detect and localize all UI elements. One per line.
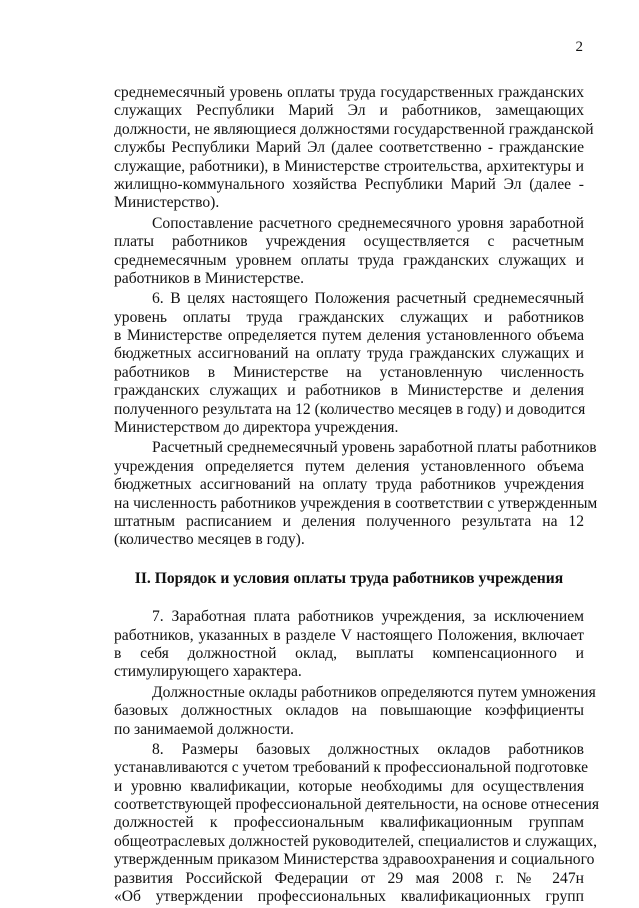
text-line: Министерством до директора учреждения. xyxy=(114,419,399,437)
text-line: уровень оплаты труда гражданских служащих и работников xyxy=(114,308,584,326)
text-line: гражданских служащих и работников в Министерстве и деления xyxy=(114,382,584,400)
text-line: развития Российской Федерации от 29 мая 2008 г. № 247н xyxy=(114,869,584,887)
text-line: бюджетных ассигнований на оплату труда работников учреждения xyxy=(114,476,584,494)
text-line: полученного результата на 12 (количество месяцев в году) и доводится xyxy=(114,400,586,418)
text-line: службы Республики Марий Эл (далее соответственно - гражданские xyxy=(114,139,584,157)
text-line: бюджетных ассигнований на оплату труда гражданских служащих и xyxy=(114,345,584,363)
text-line: общеотраслевых должностей руководителей, специалистов и служащих, xyxy=(114,832,598,850)
text-line: базовых должностных окладов на повышающие коэффициенты xyxy=(114,702,584,720)
text-line: Должностные оклады работников определяются путем умножения xyxy=(152,683,596,701)
paragraph xyxy=(114,439,598,549)
text-line: работников в Министерстве на установленную численность xyxy=(114,363,584,381)
text-line: по занимаемой должности. xyxy=(114,720,294,738)
text-line: в Министерстве определяется путем деления установленного объема xyxy=(114,327,584,345)
text-line: устанавливаются с учетом требований к профессиональной подготовке xyxy=(114,759,589,777)
paragraph xyxy=(114,215,584,289)
text-line: соответствующей профессиональной деятельности, на основе отнесения xyxy=(114,796,600,814)
text-line: стимулирующего характера. xyxy=(114,663,302,681)
section-heading: II. Порядок и условия оплаты труда работников учреждения xyxy=(134,569,564,587)
text-line: служащих Республики Марий Эл и работников, замещающих xyxy=(114,102,584,120)
text-line: среднемесячным уровнем оплаты труда гражданских служащих и xyxy=(114,251,584,269)
text-line: служащие, работники), в Министерстве строительства, архитектуры и xyxy=(114,157,584,175)
paragraph xyxy=(114,683,596,739)
text-line: в себя должностной оклад, выплаты компенсационного и xyxy=(114,644,584,662)
paragraph xyxy=(114,84,594,213)
text-line: (количество месяцев в году). xyxy=(114,531,305,549)
text-line: должностей к профессиональным квалификационным группам xyxy=(114,814,584,832)
text-line: Министерство). xyxy=(114,194,220,212)
paragraph xyxy=(114,608,584,682)
text-line: среднемесячный уровень оплаты труда государственных гражданских xyxy=(114,84,584,101)
text-line: штатным расписанием и деления полученного результата на 12 xyxy=(114,512,584,530)
text-line: 7. Заработная плата работников учреждения, за исключением xyxy=(152,608,584,626)
text-line: работников, указанных в разделе V настоящего Положения, включает xyxy=(114,626,584,644)
text-line: «Об утверждении профессиональных квалификационных групп xyxy=(114,888,584,906)
paragraph xyxy=(114,290,584,437)
paragraph xyxy=(114,740,600,907)
text-line: работников в Министерстве. xyxy=(114,269,305,287)
document-body xyxy=(114,84,600,908)
text-line: 8. Размеры базовых должностных окладов работников xyxy=(152,740,584,758)
text-line: и уровню квалификации, которые необходимы для осуществления xyxy=(114,777,584,795)
text-line: жилищно-коммунального хозяйства Республики Марий Эл (далее - xyxy=(114,175,584,193)
text-line: утвержденным приказом Министерства здравоохранения и социального xyxy=(114,851,595,869)
page-number: 2 xyxy=(575,39,583,55)
text-line: учреждения определяется путем деления установленного объема xyxy=(114,457,584,475)
text-line: должности, не являющиеся должностями государственной гражданской xyxy=(114,120,594,138)
text-line: Расчетный среднемесячный уровень заработной платы работников xyxy=(152,439,597,457)
text-line: на численность работников учреждения в соответствии с утвержденным xyxy=(114,494,598,512)
text-line: платы работников учреждения осуществляется с расчетным xyxy=(114,233,584,251)
text-line: 6. В целях настоящего Положения расчетный среднемесячный xyxy=(152,290,584,308)
text-line: Сопоставление расчетного среднемесячного уровня заработной xyxy=(152,214,584,232)
